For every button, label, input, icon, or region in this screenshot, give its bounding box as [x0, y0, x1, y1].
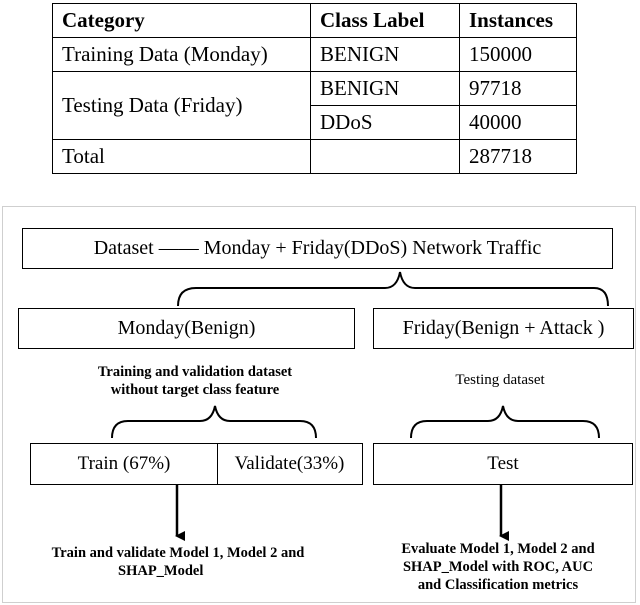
cell-instances: 287718 [460, 140, 577, 174]
header-instances: Instances [460, 4, 577, 38]
test-box: Test [373, 443, 633, 485]
header-class-label: Class Label [311, 4, 460, 38]
split-divider [217, 444, 218, 484]
cell-instances: 40000 [460, 106, 577, 140]
cell-category: Total [53, 140, 311, 174]
cell-instances: 97718 [460, 72, 577, 106]
left-result-text [8, 544, 348, 580]
right-result-text [368, 540, 628, 594]
left-result-line: Train and validate Model 1, Model 2 and [51, 545, 305, 561]
validate-label: Validate(33%) [234, 453, 345, 474]
header-category: Category [53, 4, 311, 38]
cell-class-label: BENIGN [311, 72, 460, 106]
right-brace [411, 406, 599, 438]
right-result-line: and Classification metrics [417, 577, 579, 593]
cell-class-label: BENIGN [311, 38, 460, 72]
right-result-line: SHAP_Model with ROC, AUC [402, 559, 594, 575]
top-brace [178, 272, 608, 306]
cell-category: Testing Data (Friday) [53, 72, 311, 140]
left-brace [112, 406, 316, 438]
right-result-line: Evaluate Model 1, Model 2 and [401, 541, 595, 557]
cell-instances: 150000 [460, 38, 577, 72]
cell-class-label: DDoS [311, 106, 460, 140]
friday-box: Friday(Benign + Attack ) [373, 308, 634, 349]
training-note-line: Training and validation dataset [97, 364, 293, 380]
train-label: Train (67%) [77, 453, 171, 474]
dataset-box: Dataset —— Monday + Friday(DDoS) Network Traffic [22, 228, 613, 269]
training-note-line: without target class feature [110, 382, 280, 398]
training-note [40, 363, 350, 399]
testing-note: Testing dataset [455, 372, 545, 388]
cell-category: Training Data (Monday) [53, 38, 311, 72]
left-result-line: SHAP_Model [118, 563, 204, 579]
train-validate-box [30, 443, 363, 485]
monday-box: Monday(Benign) [18, 308, 355, 349]
